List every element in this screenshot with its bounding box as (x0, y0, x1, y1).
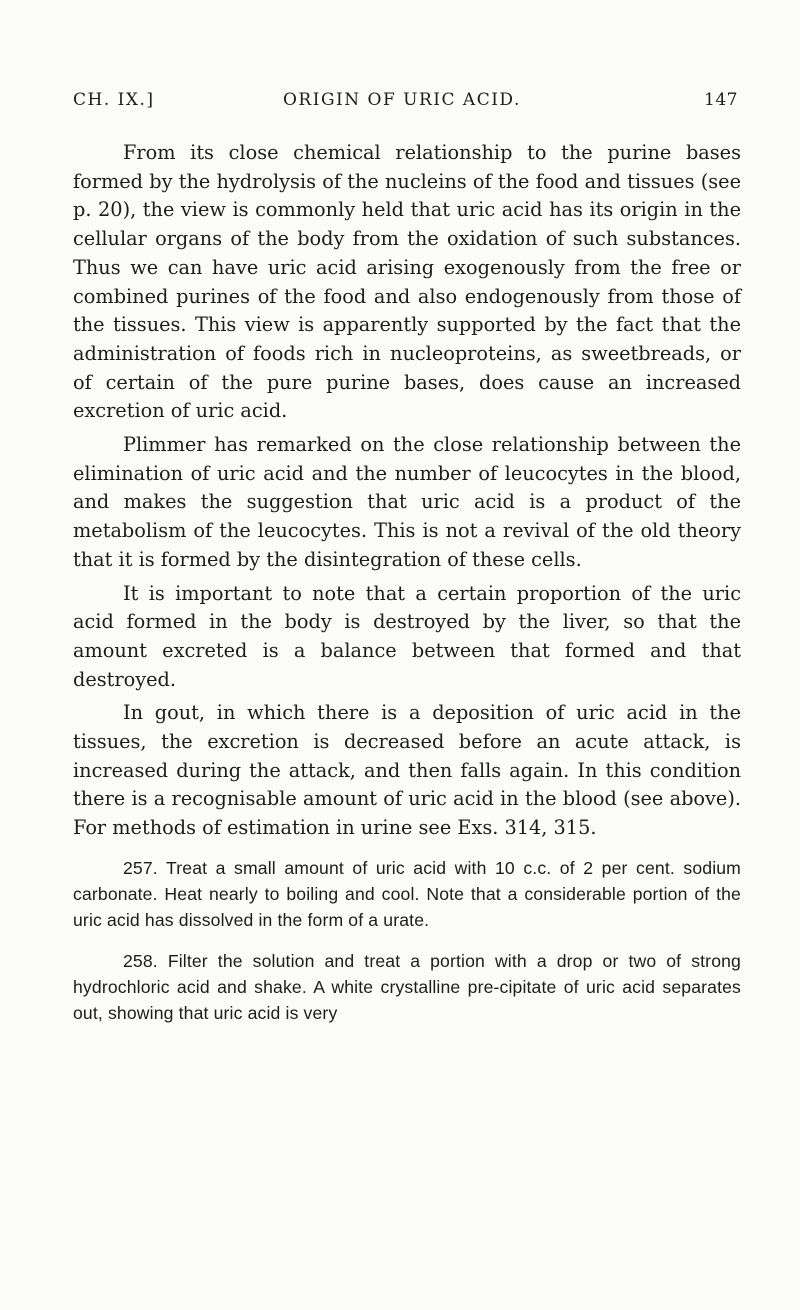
running-title: ORIGIN OF URIC ACID. (283, 90, 521, 110)
running-header (73, 90, 738, 120)
chapter-label: CH. IX.] (73, 90, 155, 110)
paragraph-liver: It is important to note that a certain proportion of the uric acid formed in the body is destroyed by the liver, so that the amount excreted is a balance between that formed and that destroyed. (73, 581, 741, 691)
paragraph-gout: In gout, in which there is a deposition of uric acid in the tissues, the excretion is decreased before an acute attack, is increased during the attack, and then falls again. In this condition there is a recognisable amount of uric acid in the blood (see above). For methods of estimation in urine see Exs. 314, 315. (73, 701, 741, 840)
exercise-257: 257. Treat a small amount of uric acid with 10 c.c. of 2 per cent. sodium carbonate. Heat nearly to boiling and cool. Note that a considerable portion of the uric acid has dissolved in the form of a urate. (73, 857, 741, 930)
page-number: 147 (704, 90, 738, 110)
page-body (73, 139, 741, 1026)
paragraph-origin: From its close chemical relationship to the purine bases formed by the hydrolysis of the nucleins of the food and tissues (see p. 20), the view is commonly held that uric acid has its origin in the cellular organs of the body from the oxidation of such substances. Thus we can have uric acid arising exogenously from the free or combined purines of the food and also endogenously from those of the tissues. This view is apparently supported by the fact that the administration of foods rich in nucleoproteins, as sweetbreads, or of certain of the pure purine bases, does cause an increased excretion of uric acid. (73, 141, 741, 423)
paragraph-plimmer: Plimmer has remarked on the close relationship between the elimination of uric acid and the number of leucocytes in the blood, and makes the suggestion that uric acid is a product of the metabolism of the leucocytes. This is not a revival of the old theory that it is formed by the disintegration of these cells. (73, 433, 741, 571)
exercise-258: 258. Filter the solution and treat a portion with a drop or two of strong hydrochloric acid and shake. A white crystalline pre-cipitate of uric acid separates out, showing that uric acid is very (73, 950, 741, 1023)
